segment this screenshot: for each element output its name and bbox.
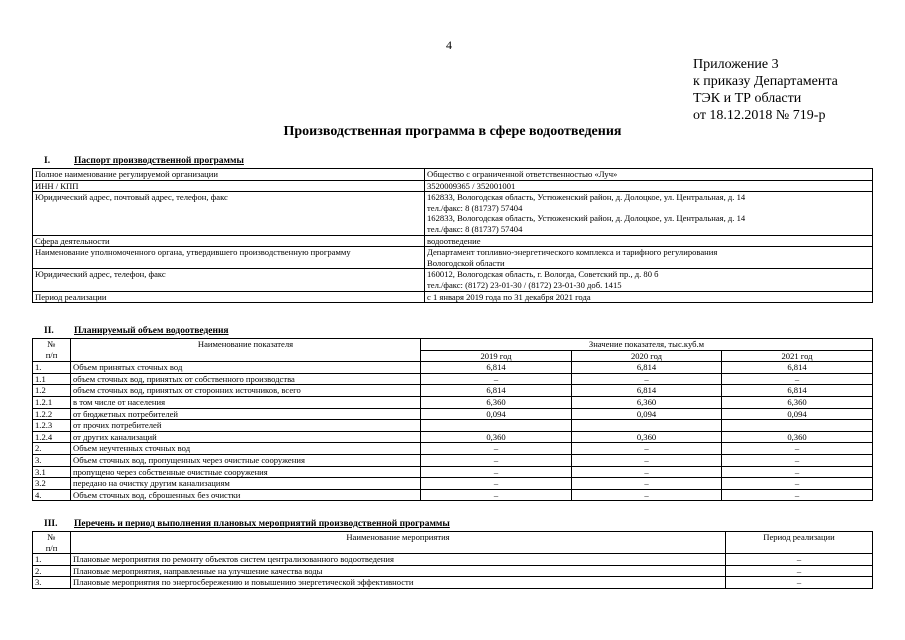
table-row <box>33 431 873 443</box>
value-2020: – <box>572 478 722 490</box>
value-2021: – <box>722 466 873 478</box>
passport-value: 3520009365 / 352001001 <box>425 180 873 192</box>
table-row <box>33 565 873 577</box>
table-row <box>33 180 873 192</box>
value-2020: 6,814 <box>572 385 722 397</box>
value-2019: 0,360 <box>421 431 572 443</box>
appendix-line-1: Приложение 3 <box>693 57 779 72</box>
address-line: 162833, Вологодская область, Устюженский район, д. Долоцкое, ул. Центральная, д. 14 <box>427 213 746 224</box>
col-header-num: № <box>33 339 71 351</box>
value-2019: 0,094 <box>421 408 572 420</box>
indicator-name: Объем сточных вод, пропущенных через очистные сооружения <box>71 454 421 466</box>
col-header-year: 2019 год <box>421 350 572 362</box>
table-row <box>33 420 873 432</box>
table-row <box>33 489 873 501</box>
value-2021: 0,094 <box>722 408 873 420</box>
address-line: 160012, Вологодская область, г. Вологда, Советский пр., д. 80 б <box>427 269 659 280</box>
value-2021: – <box>722 443 873 455</box>
passport-value: водоотведение <box>425 235 873 247</box>
passport-label: Полное наименование регулируемой организации <box>33 169 425 181</box>
activity-period: – <box>726 554 873 566</box>
value-2019 <box>421 420 572 432</box>
address-line: 162833, Вологодская область, Устюженский район, д. Долоцкое, ул. Центральная, д. 14 <box>427 192 746 203</box>
passport-label: Период реализации <box>33 291 425 303</box>
activity-period: – <box>726 577 873 589</box>
row-number: 1.1 <box>33 373 71 385</box>
row-number: 2. <box>33 565 71 577</box>
value-2021 <box>722 420 873 432</box>
section3-heading <box>44 519 450 529</box>
col-header-num: п/п <box>33 543 71 554</box>
passport-value: Общество с ограниченной ответственностью «Луч» <box>425 169 873 181</box>
indicator-name: в том числе от населения <box>71 396 421 408</box>
phone-line: тел./факс: (8172) 23-01-30 / (8172) 23-01-30 доб. 1415 <box>427 279 622 290</box>
table-row <box>33 554 873 566</box>
col-header-num: № <box>33 532 71 543</box>
table-row <box>33 466 873 478</box>
activity-name: Плановые мероприятия, направленные на улучшение качества воды <box>71 565 726 577</box>
activity-name: Плановые мероприятия по энергосбережению и повышению энергетической эффективности <box>71 577 726 589</box>
indicator-name: Объем сточных вод, сброшенных без очистки <box>71 489 421 501</box>
row-number: 1.2.4 <box>33 431 71 443</box>
activity-name: Плановые мероприятия по ремонту объектов систем централизованного водоотведения <box>71 554 726 566</box>
col-header-name-cont <box>71 350 421 362</box>
passport-label: Юридический адрес, почтовый адрес, телефон, факс <box>33 192 425 235</box>
value-2020: 0,360 <box>572 431 722 443</box>
row-number: 1. <box>33 362 71 374</box>
table-row <box>33 577 873 589</box>
section1-number: I. <box>44 156 51 166</box>
value-2019: – <box>421 489 572 501</box>
value-2019: 6,360 <box>421 396 572 408</box>
table-header-row <box>33 543 873 554</box>
col-header-year: 2021 год <box>722 350 873 362</box>
col-header-period: Период реализации <box>726 532 873 543</box>
table-row <box>33 443 873 455</box>
col-header-name: Наименование показателя <box>71 339 421 351</box>
authority-line: Департамент топливно-энергетического комплекса и тарифного регулирования <box>427 247 718 258</box>
phone-line: тел./факс: 8 (81737) 57404 <box>427 223 523 234</box>
col-header-period-cont <box>726 543 873 554</box>
section1-heading <box>44 156 244 166</box>
row-number: 4. <box>33 489 71 501</box>
phone-line: тел./факс: 8 (81737) 57404 <box>427 202 523 213</box>
appendix-line-3: ТЭК и ТР области <box>693 91 802 106</box>
table-row <box>33 291 873 303</box>
page-number: 4 <box>446 38 452 52</box>
indicator-name: от прочих потребителей <box>71 420 421 432</box>
value-2020: – <box>572 443 722 455</box>
activities-table <box>32 531 873 589</box>
value-2021: 6,360 <box>722 396 873 408</box>
value-2021: – <box>722 373 873 385</box>
row-number: 2. <box>33 443 71 455</box>
value-2021: 0,360 <box>722 431 873 443</box>
indicator-name: Объем принятых сточных вод <box>71 362 421 374</box>
value-2020 <box>572 420 722 432</box>
row-number: 3.1 <box>33 466 71 478</box>
passport-value <box>425 269 873 291</box>
row-number: 1.2 <box>33 385 71 397</box>
table-header-row <box>33 339 873 351</box>
passport-value <box>425 192 873 235</box>
row-number: 1. <box>33 554 71 566</box>
table-row <box>33 373 873 385</box>
section2-heading <box>44 326 229 336</box>
appendix-line-2: к приказу Департамента <box>693 74 838 89</box>
table-row <box>33 454 873 466</box>
indicator-name: от бюджетных потребителей <box>71 408 421 420</box>
section2-number: II. <box>44 326 54 336</box>
passport-label: Наименование уполномоченного органа, утвердившего производственную программу <box>33 247 425 269</box>
appendix-block <box>693 56 838 124</box>
passport-value: с 1 января 2019 года по 31 декабря 2021 года <box>425 291 873 303</box>
value-2019: – <box>421 466 572 478</box>
table-row <box>33 396 873 408</box>
value-2021: – <box>722 478 873 490</box>
value-2021: – <box>722 489 873 501</box>
row-number: 3.2 <box>33 478 71 490</box>
indicator-name: пропущено через собственные очистные сооружения <box>71 466 421 478</box>
value-2020: – <box>572 489 722 501</box>
row-number: 1.2.3 <box>33 420 71 432</box>
table-row <box>33 408 873 420</box>
value-2019: – <box>421 454 572 466</box>
indicator-name: объем сточных вод, принятых от сторонних источников, всего <box>71 385 421 397</box>
passport-label: ИНН / КПП <box>33 180 425 192</box>
value-2019: – <box>421 478 572 490</box>
row-number: 1.2.1 <box>33 396 71 408</box>
indicator-name: от других канализаций <box>71 431 421 443</box>
value-2020: – <box>572 466 722 478</box>
table-header-row <box>33 532 873 543</box>
value-2019: 6,814 <box>421 385 572 397</box>
value-2021: – <box>722 454 873 466</box>
table-row <box>33 192 873 235</box>
section3-title: Перечень и период выполнения плановых мероприятий производственной программы <box>74 519 450 529</box>
table-row <box>33 362 873 374</box>
value-2020: – <box>572 454 722 466</box>
col-header-num: п/п <box>33 350 71 362</box>
table-row <box>33 269 873 291</box>
row-number: 3. <box>33 454 71 466</box>
passport-label: Сфера деятельности <box>33 235 425 247</box>
value-2021: 6,814 <box>722 362 873 374</box>
table-row <box>33 235 873 247</box>
table-row <box>33 478 873 490</box>
indicator-name: объем сточных вод, принятых от собственного производства <box>71 373 421 385</box>
section1-title: Паспорт производственной программы <box>74 156 244 166</box>
section2-title: Планируемый объем водоотведения <box>74 326 229 336</box>
passport-label: Юридический адрес, телефон, факс <box>33 269 425 291</box>
table-header-row <box>33 350 873 362</box>
col-header-name-cont <box>71 543 726 554</box>
value-2020: 6,360 <box>572 396 722 408</box>
value-2020: – <box>572 373 722 385</box>
col-header-year: 2020 год <box>572 350 722 362</box>
volume-table <box>32 338 873 501</box>
value-2020: 6,814 <box>572 362 722 374</box>
col-header-name: Наименование мероприятия <box>71 532 726 543</box>
table-row <box>33 169 873 181</box>
authority-line: Вологодской области <box>427 257 505 268</box>
row-number: 3. <box>33 577 71 589</box>
value-2019: 6,814 <box>421 362 572 374</box>
table-row <box>33 385 873 397</box>
passport-table <box>32 168 873 303</box>
table-row <box>33 247 873 269</box>
appendix-line-4: от 18.12.2018 № 719-р <box>693 108 826 123</box>
value-2020: 0,094 <box>572 408 722 420</box>
value-2019: – <box>421 443 572 455</box>
document-title: Производственная программа в сфере водоотведения <box>283 124 622 139</box>
indicator-name: Объем неучтенных сточных вод <box>71 443 421 455</box>
passport-value <box>425 247 873 269</box>
section3-number: III. <box>44 519 58 529</box>
col-header-values: Значение показателя, тыс.куб.м <box>421 339 873 351</box>
value-2019: – <box>421 373 572 385</box>
indicator-name: передано на очистку другим канализациям <box>71 478 421 490</box>
activity-period: – <box>726 565 873 577</box>
row-number: 1.2.2 <box>33 408 71 420</box>
value-2021: 6,814 <box>722 385 873 397</box>
